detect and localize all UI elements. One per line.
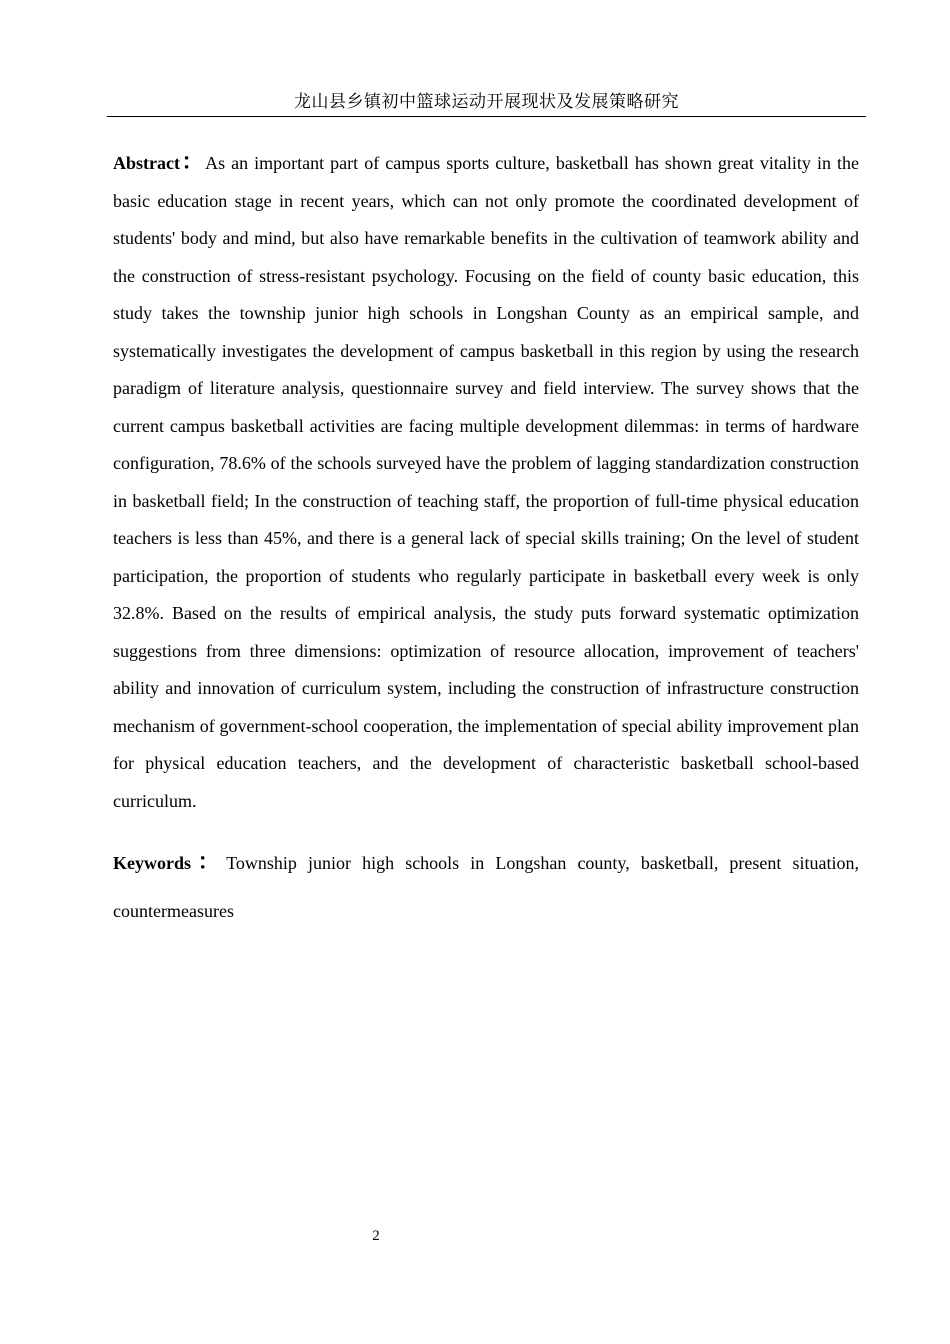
abstract-label-colon: ： — [179, 149, 206, 174]
keywords-text: Township junior high schools in Longshan county, basketball, present situation, countermeasures — [113, 853, 859, 921]
keywords-label-colon: ： — [191, 849, 227, 874]
keywords-label: Keywords — [113, 853, 191, 873]
page-header — [107, 90, 866, 117]
abstract-text: As an important part of campus sports culture, basketball has shown great vitality in the basic education stage in recent years, which can not only promote the coordinated development of students' body and mind, but also have remarkable benefits in the cultivation of teamwork ability and the construction of stress-resistant psychology. Focusing on the field of county basic education, this study takes the township junior high schools in Longshan County as an empirical sample, and systematically investigates the development of campus basketball in this region by using the research paradigm of literature analysis, questionnaire survey and field interview. The survey shows that the current campus basketball activities are facing multiple development dilemmas: in terms of hardware configuration, 78.6% of the schools surveyed have the problem of lagging standardization construction in basketball field; In the construction of teaching staff, the proportion of full-time physical education teachers is less than 45%, and there is a general lack of special skills training; On the level of student participation, the proportion of students who regularly participate in basketball every week is only 32.8%. Based on the results of empirical analysis, the study puts forward systematic optimization suggestions from three dimensions: optimization of resource allocation, improvement of teachers' ability and innovation of curriculum system, including the construction of infrastructure construction mechanism of government-school cooperation, the implementation of special ability improvement plan for physical education teachers, and the development of characteristic basketball school-based curriculum. — [113, 153, 859, 811]
header-title: 龙山县乡镇初中篮球运动开展现状及发展策略研究 — [294, 92, 679, 112]
page-number: 2 — [372, 1228, 380, 1244]
abstract-paragraph — [113, 143, 859, 820]
abstract-label: Abstract — [113, 153, 180, 173]
keywords-paragraph — [113, 838, 859, 935]
